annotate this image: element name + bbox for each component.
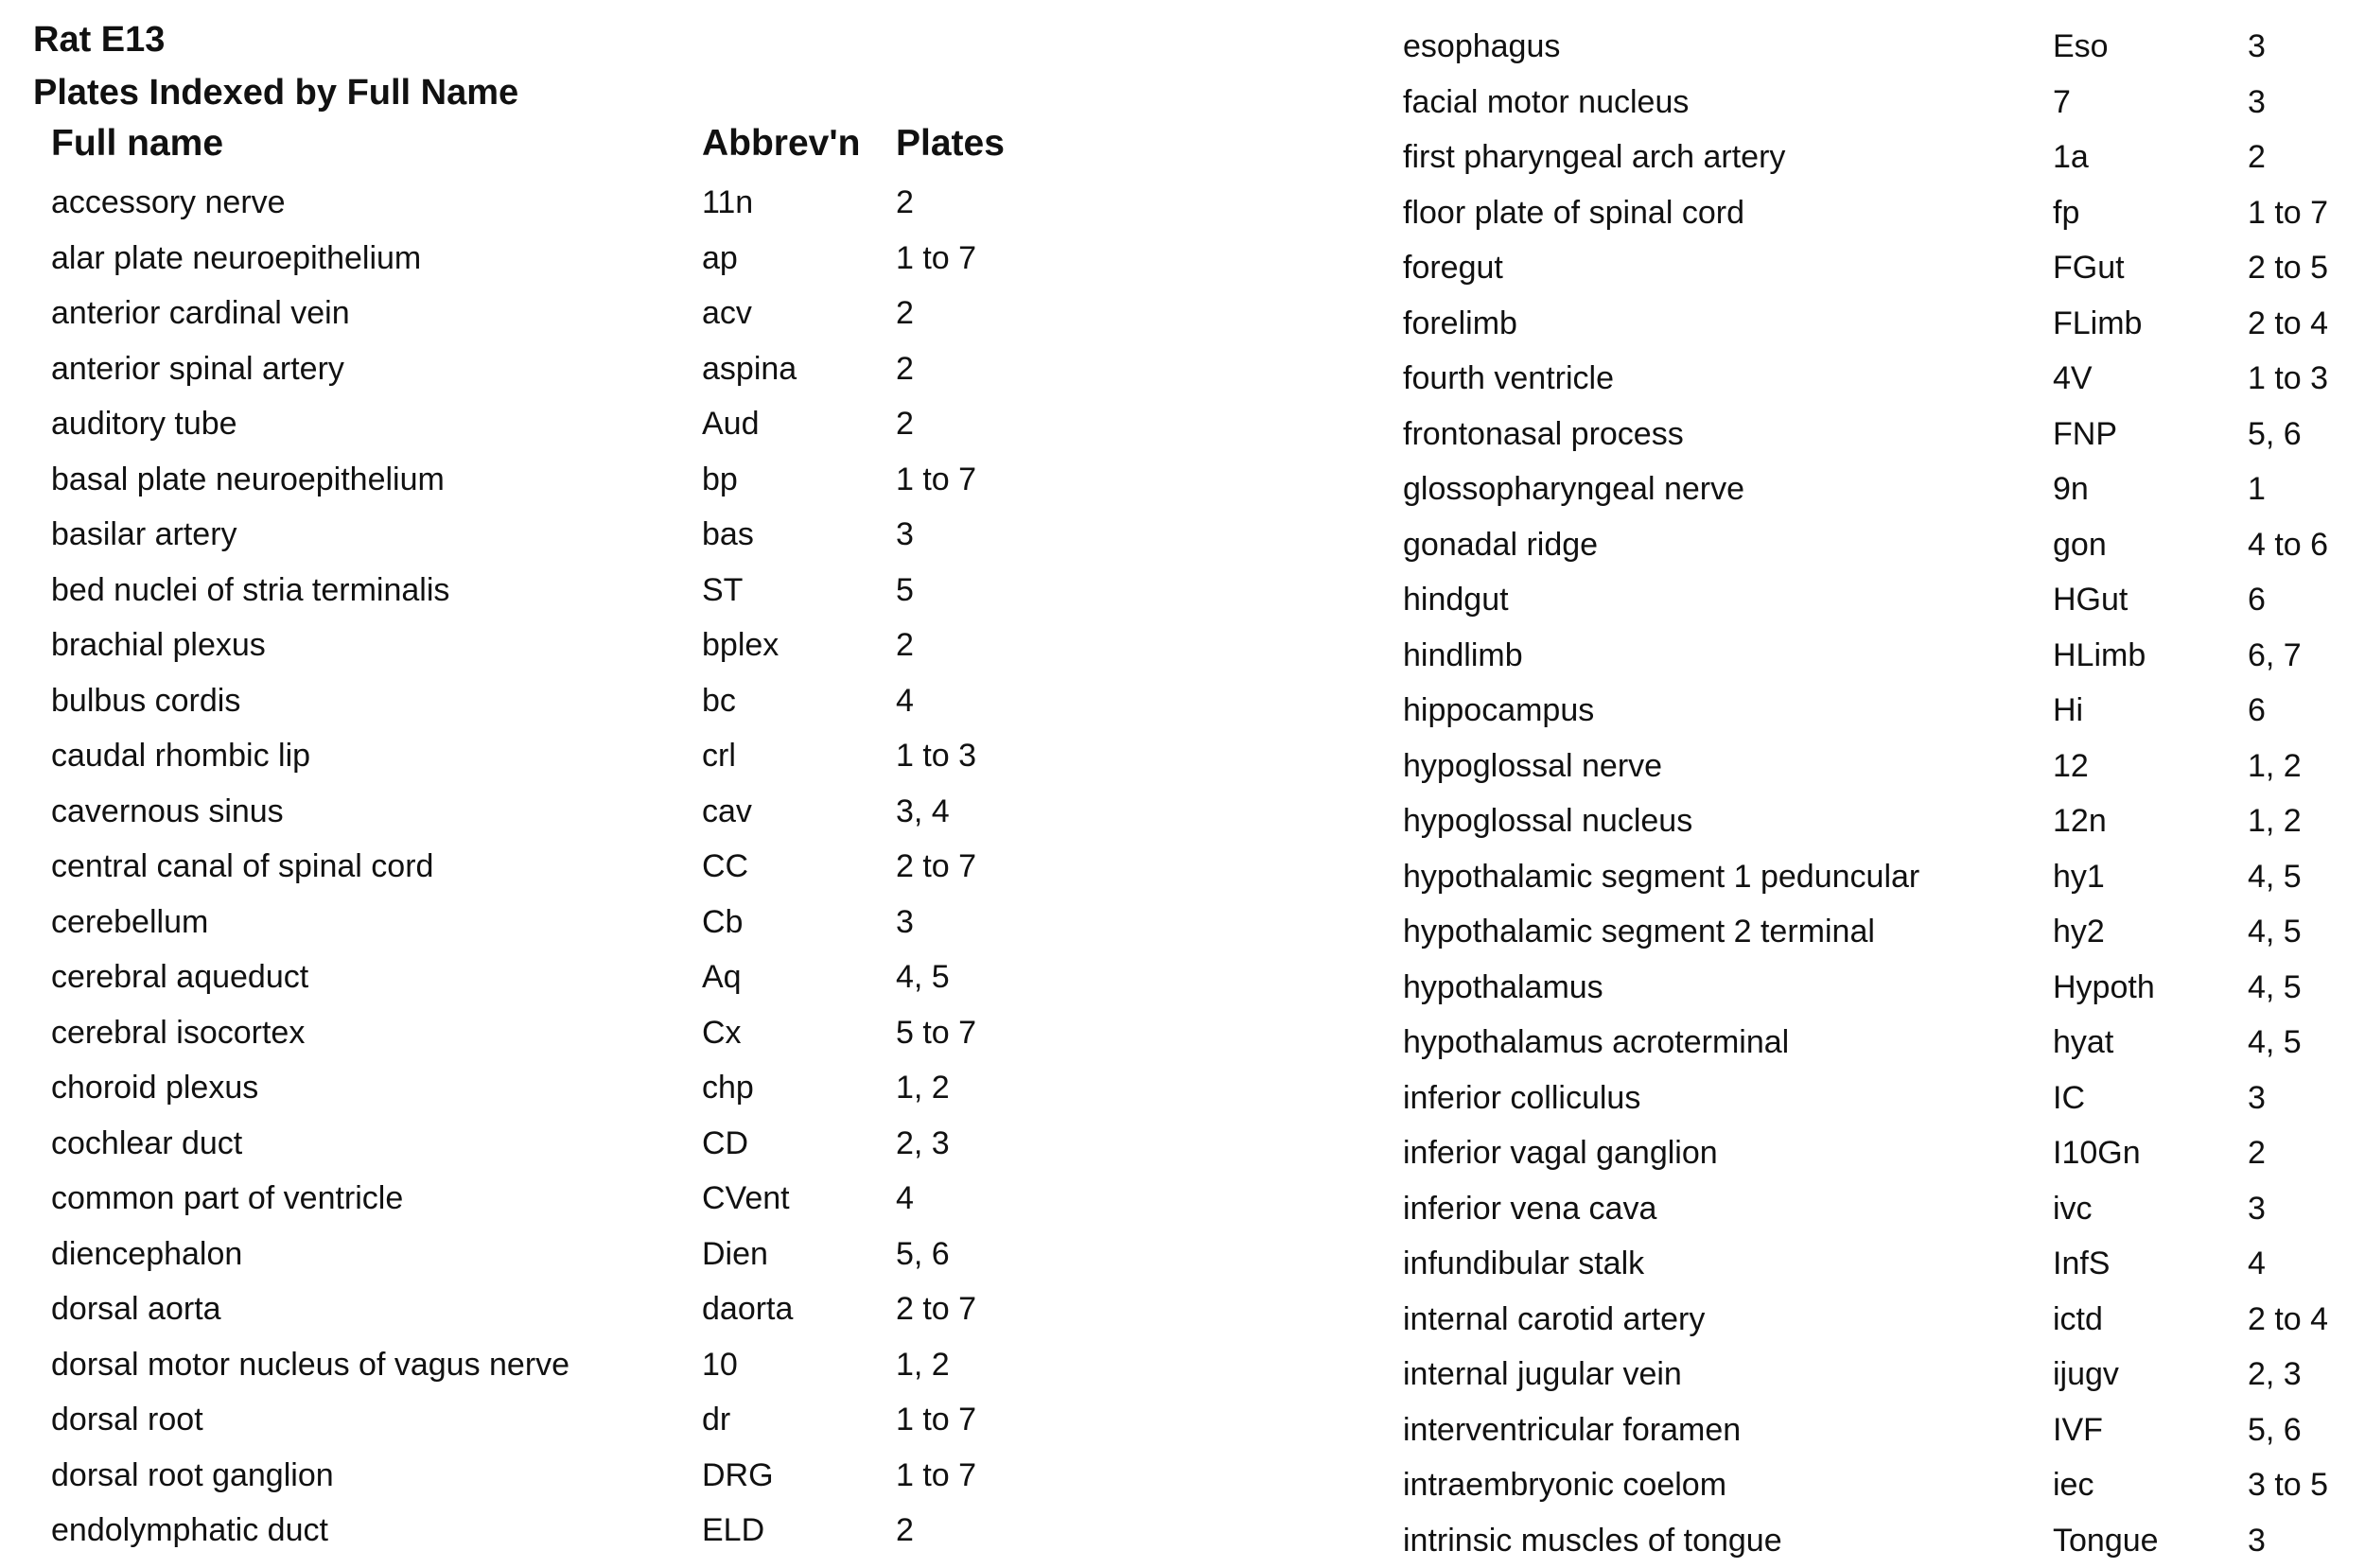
full-name-cell: floor plate of spinal cord: [1403, 185, 1744, 241]
full-name-cell: hindlimb: [1403, 628, 1523, 684]
plates-cell: 4: [2248, 1236, 2266, 1292]
abbreviation-cell: FGut: [2053, 240, 2125, 296]
abbreviation-cell: CC: [702, 839, 748, 895]
full-name-cell: inferior vagal ganglion: [1403, 1125, 1718, 1181]
plates-cell: 2 to 4: [2248, 1292, 2328, 1348]
index-row: [1403, 1457, 2349, 1513]
plates-cell: 4, 5: [2248, 960, 2302, 1016]
index-row: [1403, 517, 2349, 573]
abbreviation-cell: InfS: [2053, 1236, 2110, 1292]
index-row: [51, 175, 1092, 231]
abbreviation-cell: dr: [702, 1392, 730, 1448]
index-row: [51, 1392, 1092, 1448]
index-row: [1403, 1125, 2349, 1181]
abbreviation-cell: bplex: [702, 618, 779, 673]
full-name-cell: intraembryonic coelom: [1403, 1457, 1726, 1513]
full-name-cell: basal plate neuroepithelium: [51, 452, 445, 508]
full-name-cell: endolymphatic duct: [51, 1503, 328, 1559]
plates-cell: 1 to 7: [896, 231, 976, 287]
abbreviation-cell: fp: [2053, 185, 2079, 241]
plates-cell: 1 to 7: [896, 1448, 976, 1504]
document-subtitle: Plates Indexed by Full Name: [33, 66, 518, 119]
abbreviation-cell: 10: [702, 1337, 738, 1393]
column-header-abbreviation: Abbrev'n: [702, 117, 860, 170]
plates-cell: 1, 2: [2248, 793, 2302, 849]
index-row: [1403, 793, 2349, 849]
plates-cell: 2: [896, 618, 914, 673]
full-name-cell: dorsal motor nucleus of vagus nerve: [51, 1337, 569, 1393]
index-row: [1403, 296, 2349, 352]
full-name-cell: interventricular foramen: [1403, 1402, 1741, 1458]
abbreviation-cell: daorta: [702, 1281, 793, 1337]
abbreviation-cell: IVF: [2053, 1402, 2103, 1458]
index-row: [1403, 1015, 2349, 1071]
index-row: [1403, 960, 2349, 1016]
abbreviation-cell: Cx: [702, 1005, 742, 1061]
plates-cell: 1 to 3: [2248, 351, 2328, 407]
full-name-cell: inferior colliculus: [1403, 1071, 1640, 1126]
full-name-cell: cerebellum: [51, 895, 208, 950]
index-row: [51, 452, 1092, 508]
document-title: Rat E13: [33, 13, 518, 66]
plates-cell: 2 to 4: [2248, 296, 2328, 352]
plates-cell: 1, 2: [896, 1060, 950, 1116]
full-name-cell: glossopharyngeal nerve: [1403, 462, 1744, 517]
index-row: [51, 673, 1092, 729]
abbreviation-cell: I10Gn: [2053, 1125, 2141, 1181]
full-name-cell: infundibular stalk: [1403, 1236, 1644, 1292]
abbreviation-cell: CVent: [702, 1171, 790, 1227]
column-header-plates: Plates: [896, 117, 1005, 170]
index-row: [1403, 75, 2349, 131]
plates-cell: 4: [896, 1171, 914, 1227]
index-row: [51, 507, 1092, 563]
abbreviation-cell: IC: [2053, 1071, 2085, 1126]
full-name-cell: dorsal root ganglion: [51, 1448, 334, 1504]
full-name-cell: esophagus: [1403, 19, 1560, 75]
plates-cell: 3: [2248, 1181, 2266, 1237]
plates-cell: 4, 5: [2248, 904, 2302, 960]
index-list-left: [51, 175, 1092, 1559]
abbreviation-cell: hy2: [2053, 904, 2105, 960]
plates-cell: 2: [896, 341, 914, 397]
abbreviation-cell: Aud: [702, 396, 760, 452]
index-row: [51, 950, 1092, 1005]
plates-cell: 5, 6: [2248, 1402, 2302, 1458]
index-row: [51, 1448, 1092, 1504]
abbreviation-cell: FLimb: [2053, 296, 2142, 352]
index-row: [51, 563, 1092, 618]
index-row: [1403, 739, 2349, 794]
plates-cell: 2 to 7: [896, 839, 976, 895]
full-name-cell: hypoglossal nerve: [1403, 739, 1662, 794]
index-row: [1403, 572, 2349, 628]
full-name-cell: gonadal ridge: [1403, 517, 1598, 573]
index-row: [51, 1005, 1092, 1061]
full-name-cell: anterior cardinal vein: [51, 286, 350, 341]
abbreviation-cell: 9n: [2053, 462, 2089, 517]
index-row: [51, 1116, 1092, 1172]
abbreviation-cell: hyat: [2053, 1015, 2113, 1071]
plates-cell: 1 to 3: [896, 728, 976, 784]
index-row: [51, 231, 1092, 287]
plates-cell: 4, 5: [2248, 1015, 2302, 1071]
abbreviation-cell: Hypoth: [2053, 960, 2155, 1016]
abbreviation-cell: ap: [702, 231, 738, 287]
full-name-cell: frontonasal process: [1403, 407, 1684, 462]
index-row: [51, 728, 1092, 784]
full-name-cell: diencephalon: [51, 1227, 242, 1282]
abbreviation-cell: ELD: [702, 1503, 764, 1559]
index-row: [1403, 351, 2349, 407]
index-row: [51, 618, 1092, 673]
abbreviation-cell: 12: [2053, 739, 2089, 794]
plates-cell: 3 to 5: [2248, 1457, 2328, 1513]
plates-cell: 3, 4: [896, 784, 950, 840]
abbreviation-cell: 11n: [702, 175, 753, 231]
index-row: [1403, 849, 2349, 905]
index-row: [51, 286, 1092, 341]
abbreviation-cell: crl: [702, 728, 736, 784]
index-row: [51, 1337, 1092, 1393]
plates-cell: 1: [2248, 462, 2266, 517]
plates-cell: 2, 3: [896, 1116, 950, 1172]
index-row: [51, 1060, 1092, 1116]
abbreviation-cell: bp: [702, 452, 738, 508]
full-name-cell: intrinsic muscles of tongue: [1403, 1513, 1782, 1568]
plates-cell: 4: [896, 673, 914, 729]
full-name-cell: bulbus cordis: [51, 673, 240, 729]
full-name-cell: common part of ventricle: [51, 1171, 403, 1227]
index-row: [1403, 683, 2349, 739]
full-name-cell: caudal rhombic lip: [51, 728, 310, 784]
plates-cell: 3: [2248, 19, 2266, 75]
abbreviation-cell: ST: [702, 563, 743, 618]
plates-cell: 1 to 7: [2248, 185, 2328, 241]
plates-cell: 6: [2248, 683, 2266, 739]
index-row: [51, 895, 1092, 950]
abbreviation-cell: Eso: [2053, 19, 2109, 75]
abbreviation-cell: HGut: [2053, 572, 2128, 628]
plates-cell: 5 to 7: [896, 1005, 976, 1061]
abbreviation-cell: Hi: [2053, 683, 2083, 739]
abbreviation-cell: gon: [2053, 517, 2107, 573]
abbreviation-cell: acv: [702, 286, 752, 341]
plates-cell: 2 to 7: [896, 1281, 976, 1337]
full-name-cell: central canal of spinal cord: [51, 839, 433, 895]
index-row: [51, 341, 1092, 397]
abbreviation-cell: Tongue: [2053, 1513, 2159, 1568]
plates-cell: 1 to 7: [896, 1392, 976, 1448]
plates-cell: 6: [2248, 572, 2266, 628]
full-name-cell: first pharyngeal arch artery: [1403, 130, 1785, 185]
plates-cell: 2: [2248, 1125, 2266, 1181]
full-name-cell: bed nuclei of stria terminalis: [51, 563, 449, 618]
full-name-cell: accessory nerve: [51, 175, 286, 231]
index-row: [1403, 904, 2349, 960]
plates-cell: 2: [896, 1503, 914, 1559]
full-name-cell: hippocampus: [1403, 683, 1594, 739]
index-row: [1403, 1236, 2349, 1292]
abbreviation-cell: cav: [702, 784, 752, 840]
index-row: [1403, 462, 2349, 517]
document-header: [33, 13, 518, 119]
plates-cell: 4, 5: [2248, 849, 2302, 905]
index-row: [1403, 240, 2349, 296]
index-row: [51, 1281, 1092, 1337]
index-row: [1403, 1292, 2349, 1348]
abbreviation-cell: aspina: [702, 341, 797, 397]
index-row: [51, 1227, 1092, 1282]
abbreviation-cell: chp: [702, 1060, 754, 1116]
full-name-cell: hypothalamus acroterminal: [1403, 1015, 1789, 1071]
abbreviation-cell: CD: [702, 1116, 748, 1172]
plates-cell: 4 to 6: [2248, 517, 2328, 573]
plates-cell: 1, 2: [896, 1337, 950, 1393]
full-name-cell: alar plate neuroepithelium: [51, 231, 421, 287]
full-name-cell: facial motor nucleus: [1403, 75, 1689, 131]
full-name-cell: cavernous sinus: [51, 784, 284, 840]
full-name-cell: hindgut: [1403, 572, 1509, 628]
column-headers: [51, 117, 1044, 174]
full-name-cell: brachial plexus: [51, 618, 266, 673]
plates-cell: 3: [2248, 75, 2266, 131]
full-name-cell: internal jugular vein: [1403, 1347, 1682, 1402]
index-row: [1403, 1181, 2349, 1237]
plates-cell: 2 to 5: [2248, 240, 2328, 296]
index-row: [1403, 185, 2349, 241]
abbreviation-cell: 1a: [2053, 130, 2089, 185]
plates-cell: 1 to 7: [896, 452, 976, 508]
index-list-right: [1403, 19, 2349, 1568]
index-row: [1403, 19, 2349, 75]
plates-cell: 3: [896, 507, 914, 563]
index-row: [51, 396, 1092, 452]
abbreviation-cell: Dien: [702, 1227, 768, 1282]
plates-cell: 2: [2248, 130, 2266, 185]
index-row: [1403, 130, 2349, 185]
index-row: [1403, 1071, 2349, 1126]
plates-cell: 1, 2: [2248, 739, 2302, 794]
index-row: [51, 784, 1092, 840]
abbreviation-cell: DRG: [702, 1448, 774, 1504]
plates-cell: 5: [896, 563, 914, 618]
full-name-cell: foregut: [1403, 240, 1503, 296]
abbreviation-cell: iec: [2053, 1457, 2093, 1513]
index-row: [1403, 1513, 2349, 1568]
abbreviation-cell: HLimb: [2053, 628, 2146, 684]
full-name-cell: dorsal aorta: [51, 1281, 221, 1337]
plates-cell: 2: [896, 396, 914, 452]
abbreviation-cell: FNP: [2053, 407, 2117, 462]
full-name-cell: basilar artery: [51, 507, 237, 563]
abbreviation-cell: bas: [702, 507, 754, 563]
full-name-cell: dorsal root: [51, 1392, 203, 1448]
full-name-cell: cerebral aqueduct: [51, 950, 308, 1005]
plates-cell: 3: [2248, 1071, 2266, 1126]
full-name-cell: forelimb: [1403, 296, 1517, 352]
full-name-cell: hypothalamic segment 1 peduncular: [1403, 849, 1919, 905]
plates-cell: 2: [896, 286, 914, 341]
full-name-cell: fourth ventricle: [1403, 351, 1614, 407]
abbreviation-cell: Cb: [702, 895, 743, 950]
plates-cell: 4, 5: [896, 950, 950, 1005]
full-name-cell: hypoglossal nucleus: [1403, 793, 1692, 849]
abbreviation-cell: ivc: [2053, 1181, 2093, 1237]
abbreviation-cell: 12n: [2053, 793, 2107, 849]
abbreviation-cell: ictd: [2053, 1292, 2103, 1348]
full-name-cell: cerebral isocortex: [51, 1005, 305, 1061]
index-row: [1403, 1402, 2349, 1458]
plates-cell: 5, 6: [2248, 407, 2302, 462]
column-header-full-name: Full name: [51, 117, 223, 170]
full-name-cell: internal carotid artery: [1403, 1292, 1705, 1348]
plates-cell: 2, 3: [2248, 1347, 2302, 1402]
full-name-cell: choroid plexus: [51, 1060, 258, 1116]
full-name-cell: inferior vena cava: [1403, 1181, 1656, 1237]
abbreviation-cell: Aq: [702, 950, 742, 1005]
plates-cell: 3: [2248, 1513, 2266, 1568]
full-name-cell: hypothalamic segment 2 terminal: [1403, 904, 1875, 960]
plates-cell: 3: [896, 895, 914, 950]
full-name-cell: anterior spinal artery: [51, 341, 344, 397]
index-row: [1403, 407, 2349, 462]
full-name-cell: hypothalamus: [1403, 960, 1603, 1016]
index-row: [51, 1171, 1092, 1227]
plates-cell: 6, 7: [2248, 628, 2302, 684]
index-row: [1403, 628, 2349, 684]
full-name-cell: auditory tube: [51, 396, 237, 452]
abbreviation-cell: hy1: [2053, 849, 2105, 905]
plates-cell: 5, 6: [896, 1227, 950, 1282]
abbreviation-cell: ijugv: [2053, 1347, 2119, 1402]
abbreviation-cell: bc: [702, 673, 736, 729]
index-row: [1403, 1347, 2349, 1402]
abbreviation-cell: 4V: [2053, 351, 2093, 407]
index-row: [51, 839, 1092, 895]
full-name-cell: cochlear duct: [51, 1116, 242, 1172]
plates-cell: 2: [896, 175, 914, 231]
abbreviation-cell: 7: [2053, 75, 2071, 131]
